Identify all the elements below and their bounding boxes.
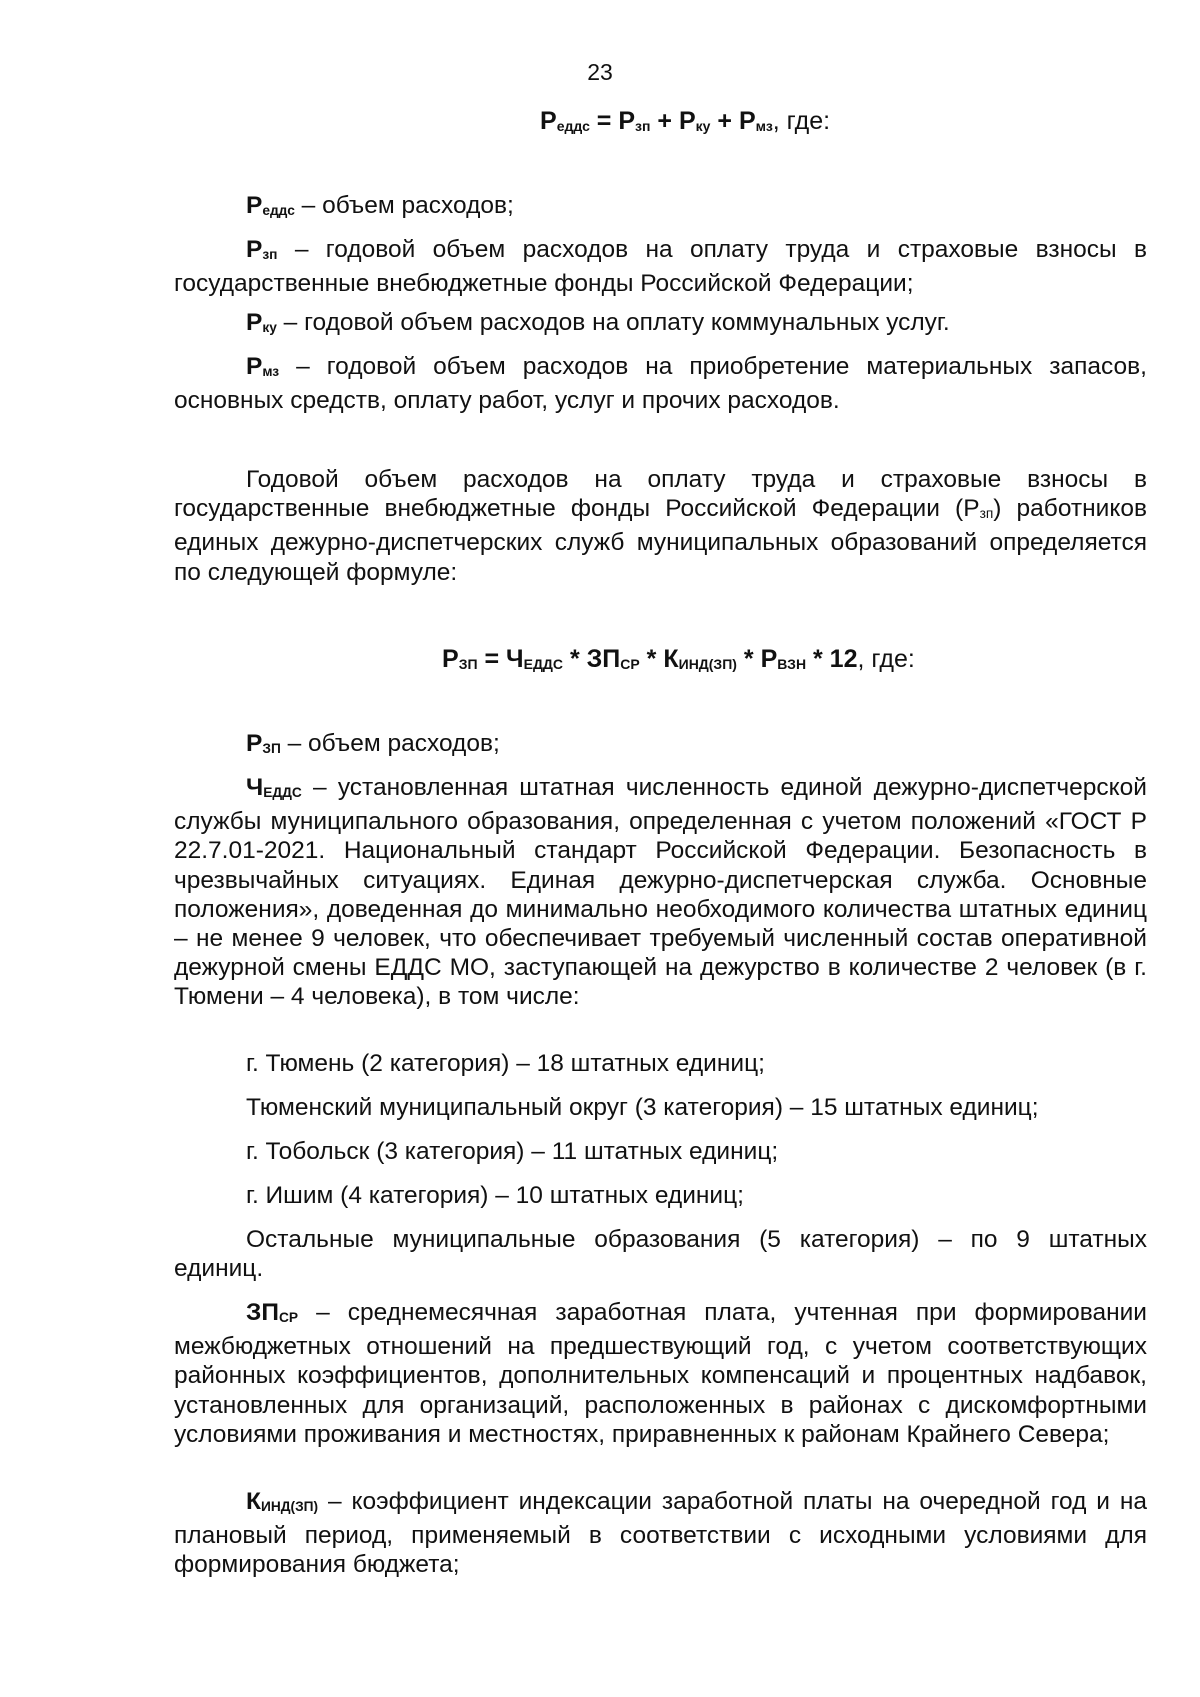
def-subscript: зп: [262, 247, 278, 263]
def-k-ind: [174, 1487, 1147, 1580]
def-r-ku: [174, 308, 1147, 342]
formula-symbol: Р: [618, 107, 636, 135]
def-symbol: К: [246, 1488, 261, 1515]
formula-operator: *: [563, 645, 587, 673]
formula-symbol: Р: [540, 107, 557, 135]
def-symbol: Р: [246, 730, 263, 757]
list-item: г. Тюмень (2 категория) – 18 штатных единиц;: [246, 1050, 765, 1077]
list-item: Остальные муниципальные образования (5 категория) – по 9 штатных единиц.: [174, 1226, 1147, 1283]
def-symbol: ЗП: [246, 1299, 279, 1326]
def-subscript: ку: [262, 320, 277, 336]
formula-operator: * 12: [806, 645, 858, 673]
def-r-edds: [174, 191, 1147, 225]
formula-operator: =: [589, 107, 619, 135]
formula-subscript: СР: [620, 656, 640, 673]
def-subscript: мз: [262, 364, 280, 380]
def-symbol: Р: [246, 309, 263, 336]
formula-subscript: ВЗН: [777, 656, 807, 673]
formula-total-expenses: [540, 106, 830, 141]
formula-tail: , где:: [772, 107, 831, 135]
def-subscript: еддс: [262, 203, 295, 219]
def-symbol: Р: [246, 192, 263, 219]
intro-paragraph: [174, 465, 1147, 587]
def-text: – среднемесячная заработная плата, учтенная при формировании межбюджетных отношений на предшествующий год, с учетом соответствующих районных коэффициентов, дополнительных компенсаций и процентных надбавок, установленных для организаций, расположенных в районах с дискомфортными условиями проживания и местностях, приравненных к районам Крайнего Севера;: [174, 1299, 1147, 1448]
def-r-mz: [174, 352, 1147, 415]
formula-subscript: еддс: [556, 118, 590, 135]
formula-subscript: ЗП: [458, 656, 478, 673]
formula-salary-expenses: [442, 644, 915, 679]
list-item: г. Тобольск (3 категория) – 11 штатных единиц;: [246, 1138, 779, 1165]
formula-symbol: ЗП: [586, 645, 621, 673]
formula-symbol: Р: [738, 107, 756, 135]
formula-tail: , где:: [857, 645, 915, 673]
formula-operator: *: [736, 645, 761, 673]
list-item: Тюменский муниципальный округ (3 категория) – 15 штатных единиц;: [246, 1094, 1039, 1121]
def-subscript: ЕДДС: [263, 785, 302, 801]
def-symbol: Р: [246, 353, 263, 380]
formula-symbol: Р: [760, 645, 778, 673]
formula-symbol: Р: [678, 107, 696, 135]
def-text: – годовой объем расходов на оплату коммунальных услуг.: [276, 309, 950, 336]
formula-operator: +: [710, 107, 739, 135]
def-symbol: Ч: [246, 774, 264, 801]
def-zp-sr: [174, 1298, 1147, 1449]
def-symbol: Р: [246, 236, 263, 263]
def-text: – объем расходов;: [294, 192, 514, 219]
intro-subscript: зп: [979, 506, 994, 522]
def-r-zp-2: [174, 729, 1147, 763]
formula-subscript: зп: [635, 118, 651, 135]
def-subscript: ИНД(ЗП): [260, 1499, 319, 1515]
intro-text: Годовой объем расходов на оплату труда и страховые взносы в государственные внебюджетные фонды Российской Федерации (Р: [174, 466, 1147, 523]
intro-text: ) работников единых дежурно-диспетчерских служб муниципальных образований определяется по следующей формуле:: [174, 495, 1148, 586]
formula-symbol: К: [663, 645, 679, 673]
def-text: – объем расходов;: [280, 730, 500, 757]
def-text: – коэффициент индексации заработной платы на очередной год и на плановый период, применяемый в соответствии с исходными условиями для формирования бюджета;: [174, 1488, 1147, 1579]
def-text: – годовой объем расходов на оплату труда и страховые взносы в государственные внебюджетные фонды Российской Федерации;: [174, 236, 1147, 298]
def-text: – установленная штатная численность единой дежурно-диспетчерской службы муниципального образования, определенная с учетом положений «ГОСТ Р 22.7.01-2021. Национальный стандарт Российской Федерации. Безопасность в чрезвычайных ситуациях. Единая дежурно-диспетчерская служба. Основные положения», доведенная до минимально необходимого количества штатных единиц – не менее 9 человек, что обеспечивает требуемый численный состав оперативной дежурной смены ЕДДС МО, заступающей на дежурство в количестве 2 человек (в г. Тюмени – 4 человека), в том числе:: [174, 774, 1147, 1011]
page-number: 23: [587, 59, 613, 85]
formula-subscript: ИНД(ЗП): [678, 656, 737, 673]
formula-symbol: Ч: [506, 645, 524, 673]
def-r-zp: [174, 235, 1147, 298]
formula-operator: *: [639, 645, 664, 673]
formula-subscript: ку: [695, 118, 711, 135]
def-text: – годовой объем расходов на приобретение материальных запасов, основных средств, оплату работ, услуг и прочих расходов.: [174, 353, 1147, 415]
def-subscript: СР: [278, 1310, 299, 1326]
def-ch-edds: [174, 773, 1147, 1012]
formula-operator: +: [650, 107, 679, 135]
formula-symbol: Р: [442, 645, 459, 673]
formula-subscript: ЕДДС: [523, 656, 564, 673]
def-subscript: ЗП: [262, 741, 281, 757]
list-item: г. Ишим (4 категория) – 10 штатных единиц;: [246, 1182, 744, 1209]
formula-operator: =: [477, 645, 507, 673]
formula-subscript: мз: [755, 118, 773, 135]
